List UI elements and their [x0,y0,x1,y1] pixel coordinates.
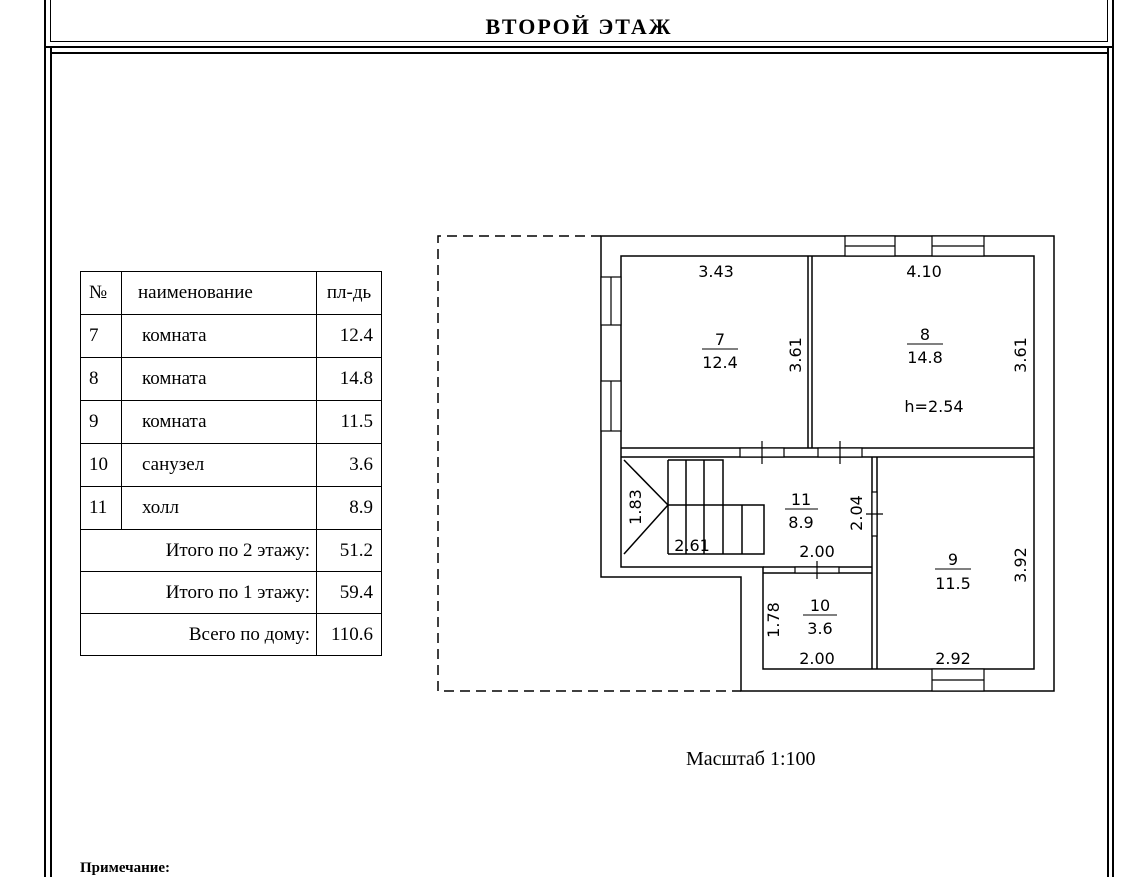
row-number: 10 [81,444,122,487]
row-name: санузел [122,444,317,487]
row-number: 11 [81,487,122,530]
room-area: 8.9 [788,513,814,532]
page-title: ВТОРОЙ ЭТАЖ [485,14,673,39]
row-area: 8.9 [317,487,382,530]
dimension-label: 1.83 [626,489,645,525]
row-number: 7 [81,315,122,358]
room-area: 14.8 [907,348,943,367]
dashed-outline [438,236,741,691]
row-area: 3.6 [317,444,382,487]
dimension-label: 3.43 [698,262,734,281]
dimension-label: 4.10 [906,262,942,281]
total-label: Всего по дому: [81,614,317,656]
room-area: 3.6 [807,619,833,638]
note-label: Примечание: [80,860,171,876]
header-area: пл-дь [317,272,382,315]
dimension-label: 2.04 [847,495,866,531]
row-number: 9 [81,401,122,444]
row-name: комната [122,315,317,358]
total-value: 110.6 [317,614,382,656]
header-number: № [81,272,122,315]
room-number: 10 [809,596,831,615]
dimension-label: 2.61 [674,536,710,555]
room-number: 11 [790,490,812,509]
room-number: 9 [947,550,959,569]
dimension-label: 2.00 [799,649,835,668]
dimension-label: 1.78 [764,602,783,638]
total-label: Итого по 2 этажу: [81,530,317,572]
row-area: 14.8 [317,358,382,401]
dimension-label: 3.61 [1011,337,1030,373]
dimension-label: 2.00 [799,542,835,561]
room-number: 8 [919,325,931,344]
dimension-label: 3.61 [786,337,805,373]
total-value: 59.4 [317,572,382,614]
room-area: 12.4 [702,353,738,372]
room-number: 7 [714,330,726,349]
ceiling-height: h=2.54 [904,397,964,416]
total-label: Итого по 1 этажу: [81,572,317,614]
row-name: комната [122,401,317,444]
row-name: холл [122,487,317,530]
dimension-label: 2.92 [935,649,971,668]
row-area: 11.5 [317,401,382,444]
dimension-label: 3.92 [1011,547,1030,583]
room-area: 11.5 [935,574,971,593]
total-value: 51.2 [317,530,382,572]
row-number: 8 [81,358,122,401]
row-area: 12.4 [317,315,382,358]
header-name: наименование [122,272,317,315]
row-name: комната [122,358,317,401]
scale-label: Масштаб 1:100 [686,748,816,770]
